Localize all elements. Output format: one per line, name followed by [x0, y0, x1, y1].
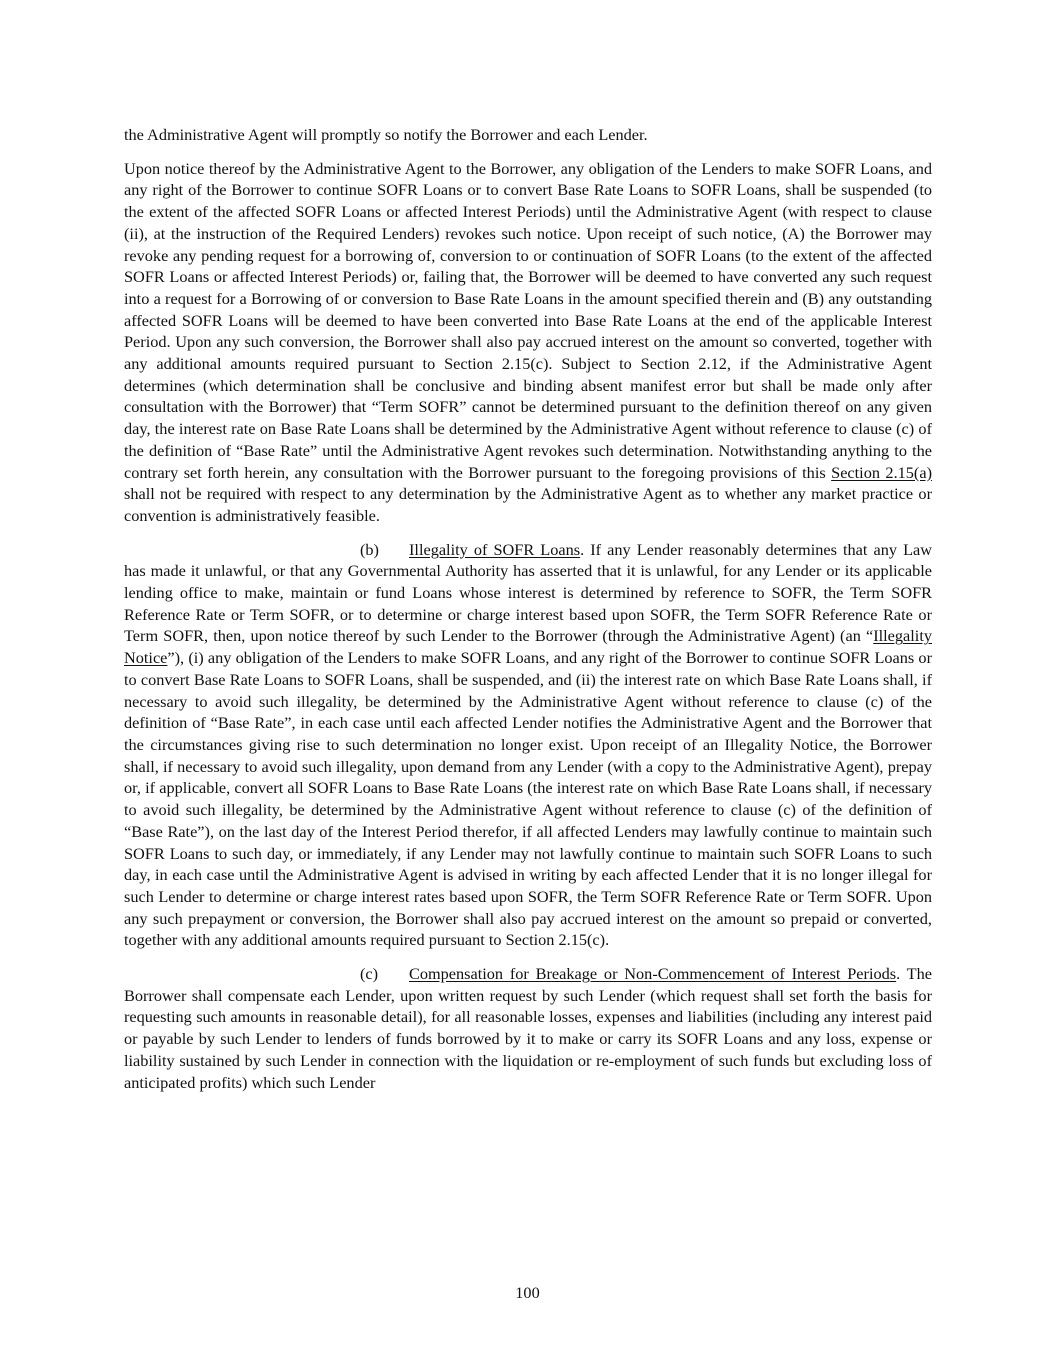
- section-b-text-cont: ”), (i) any obligation of the Lenders to make SOFR Loans, and any right of the Borrower to continue SOFR Loans or to convert Base Rate Loans to SOFR Loans, shall be suspended, and (ii) the interest rate on which Base Rate Loans shall, if necessary to avoid such illegality, be determined by the Administrative Agent without reference to clause (c) of the definition of “Base Rate”, in each case until each affected Lender notifies the Administrative Agent and the Borrower that the circumstances giving rise to such determination no longer exist. Upon receipt of an Illegality Notice, the Borrower shall, if necessary to avoid such illegality, upon demand from any Lender (with a copy to the Administrative Agent), prepay or, if applicable, convert all SOFR Loans to Base Rate Loans (the interest rate on which Base Rate Loans shall, if necessary to avoid such illegality, be determined by the Administrative Agent without reference to clause (c) of the definition of “Base Rate”), on the last day of the Interest Period therefor, if all affected Lenders may lawfully continue to maintain such SOFR Loans to such day, or immediately, if any Lender may not lawfully continue to maintain such SOFR Loans to such day, in each case until the Administrative Agent is advised in writing by each affected Lender that it is no longer illegal for such Lender to determine or charge interest rates based upon SOFR, the Term SOFR Reference Rate or Term SOFR. Upon any such prepayment or conversion, the Borrower shall also pay accrued interest on the amount so prepaid or converted, together with any additional amounts required pursuant to Section 2.15(c).: [124, 648, 932, 950]
- paragraph-a-continuation: [124, 158, 932, 527]
- intro-paragraph: the Administrative Agent will promptly so notify the Borrower and each Lender.: [124, 125, 648, 144]
- section-c-paragraph: [124, 963, 932, 1093]
- page-number: 100: [515, 1283, 540, 1302]
- document-page: [124, 124, 932, 1093]
- section-c-heading: Compensation for Breakage or Non-Commencement of Interest Periods: [409, 964, 897, 984]
- section-c-text: . The Borrower shall compensate each Lender, upon written request by such Lender (which request shall set forth the basis for requesting such amounts in reasonable detail), for all reasonable losses, expenses and liabilities (including any interest paid or payable by such Lender to lenders of funds borrowed by it to make or carry its SOFR Loans and any loss, expense or liability sustained by such Lender in connection with the liquidation or re-employment of such funds but excluding loss of anticipated profits) which such Lender: [124, 964, 932, 1092]
- paragraph-a-text-end: shall not be required with respect to any determination by the Administrative Agent as to whether any market practice or convention is administratively feasible.: [124, 484, 932, 525]
- illegality-notice-term: Illegality Notice: [124, 626, 932, 668]
- section-reference-2-15-a: Section 2.15(a): [831, 462, 932, 482]
- section-b-heading: Illegality of SOFR Loans: [409, 539, 581, 559]
- section-b-text: . If any Lender reasonably determines that any Law has made it unlawful, or that any Governmental Authority has asserted that it is unlawful, for any Lender or its applicable lending office to make, maintain or fund Loans whose interest is determined by reference to SOFR, the Term SOFR Reference Rate or Term SOFR, or to determine or charge interest based upon SOFR, the Term SOFR Reference Rate or Term SOFR, then, upon notice thereof by such Lender to the Borrower (through the Administrative Agent) (an “: [124, 539, 933, 646]
- section-b-number: (b): [360, 539, 379, 559]
- section-c-number: (c): [360, 964, 379, 984]
- section-b-paragraph: [124, 539, 932, 951]
- paragraph-a-text: Upon notice thereof by the Administrative Agent to the Borrower, any obligation of the Lenders to make SOFR Loans, and any right of the Borrower to continue SOFR Loans or to convert Base Rate Loans to SOFR Loans, shall be suspended (to the extent of the affected SOFR Loans or affected Interest Periods) until the Administrative Agent (with respect to clause (ii), at the instruction of the Required Lenders) revokes such notice. Upon receipt of such notice, (A) the Borrower may revoke any pending request for a borrowing of, conversion to or continuation of SOFR Loans (to the extent of the affected SOFR Loans or affected Interest Periods) or, failing that, the Borrower will be deemed to have converted any such request into a request for a Borrowing of or conversion to Base Rate Loans in the amount specified therein and (B) any outstanding affected SOFR Loans will be deemed to have been converted into Base Rate Loans at the end of the applicable Interest Period. Upon any such conversion, the Borrower shall also pay accrued interest on the amount so converted, together with any additional amounts required pursuant to Section 2.15(c). Subject to Section 2.12, if the Administrative Agent determines (which determination shall be conclusive and binding absent manifest error but shall be made only after consultation with the Borrower) that “Term SOFR” cannot be determined pursuant to the definition thereof on any given day, the interest rate on Base Rate Loans shall be determined by the Administrative Agent without reference to clause (c) of the definition of “Base Rate” until the Administrative Agent revokes such determination. Notwithstanding anything to the contrary set forth herein, any consultation with the Borrower pursuant to the foregoing provisions of this: [124, 158, 932, 482]
